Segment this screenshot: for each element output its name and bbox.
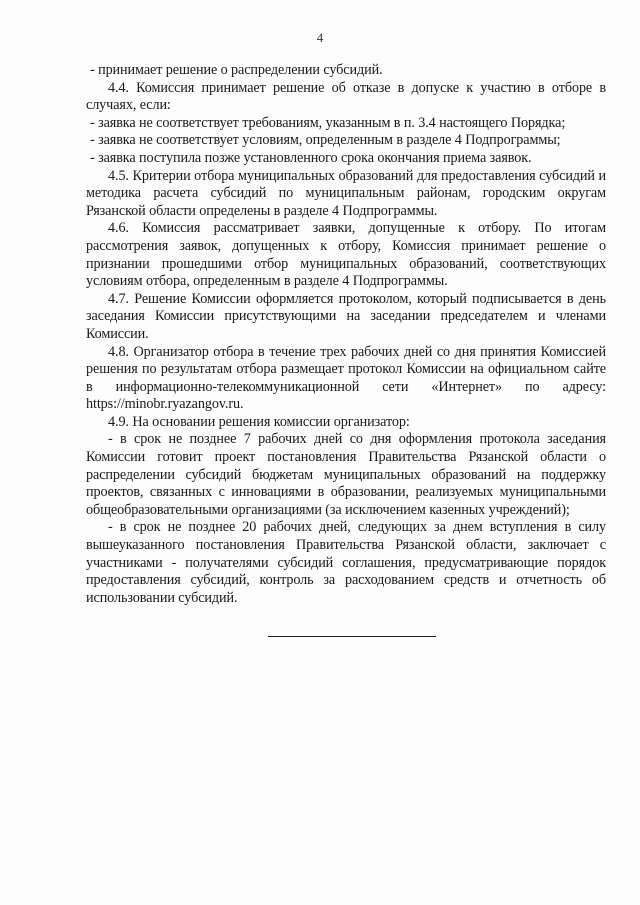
paragraph-4-6: 4.6. Комиссия рассматривает заявки, допущенные к отбору. По итогам рассмотрения заявок, допущенных к отбору, Комиссия принимает решение о признании прошедшими отбор муниципальных образований, соответствующих условиям отбора, определенным в разделе 4 Подпрограммы. bbox=[86, 220, 606, 290]
paragraph-4-8: 4.8. Организатор отбора в течение трех рабочих дней со дня принятия Комиссией решения по результатам отбора размещает протокол Комиссии на официальном сайте в информационно-телекоммуникационной сети «Интернет» по адресу: https://minobr.ryazangov.ru. bbox=[86, 343, 606, 413]
paragraph-4-9-item-1: - в срок не позднее 7 рабочих дней со дня оформления протокола заседания Комиссии готовит проект постановления Правительства Рязанской области о распределении субсидий бюджетам муниципальных образований на поддержку проектов, связанных с инновациями в образовании, реализуемых муниципальными общеобразовательными организациями (за исключением казенных учреждений); bbox=[86, 431, 606, 518]
paragraph-4-9-item-2: - в срок не позднее 20 рабочих дней, следующих за днем вступления в силу вышеуказанного постановления Правительства Рязанской области, заключает с участниками - получателями субсидий соглашения, предусматривающие порядок предоставления субсидий, контроль за расходованием средств и отчетность об использовании субсидий. bbox=[86, 519, 606, 606]
page-number: 4 bbox=[316, 30, 324, 45]
document-body bbox=[86, 62, 606, 607]
list-item-conditions: - заявка не соответствует условиям, определенным в разделе 4 Подпрограммы; bbox=[90, 132, 561, 149]
paragraph-4-7: 4.7. Решение Комиссии оформляется протоколом, который подписывается в день заседания Комиссии присутствующими на заседании председателем и членами Комиссии. bbox=[86, 290, 606, 342]
paragraph-4-9: 4.9. На основании решения комиссии организатор: bbox=[108, 413, 410, 430]
end-divider-line bbox=[268, 636, 436, 637]
paragraph-4-4: 4.4. Комиссия принимает решение об отказе в допуске к участию в отборе в случаях, если: bbox=[86, 79, 606, 114]
paragraph-4-5: 4.5. Критерии отбора муниципальных образований для предоставления субсидий и методика расчета субсидий по муниципальным районам, городским округам Рязанской области определены в разделе 4 Подпрограммы. bbox=[86, 167, 606, 219]
paragraph-decision-distribution: - принимает решение о распределении субсидий. bbox=[90, 62, 383, 78]
list-item-requirements: - заявка не соответствует требованиям, указанным в п. 3.4 настоящего Порядка; bbox=[90, 114, 566, 131]
list-item-late-submission: - заявка поступила позже установленного срока окончания приема заявок. bbox=[90, 149, 532, 166]
